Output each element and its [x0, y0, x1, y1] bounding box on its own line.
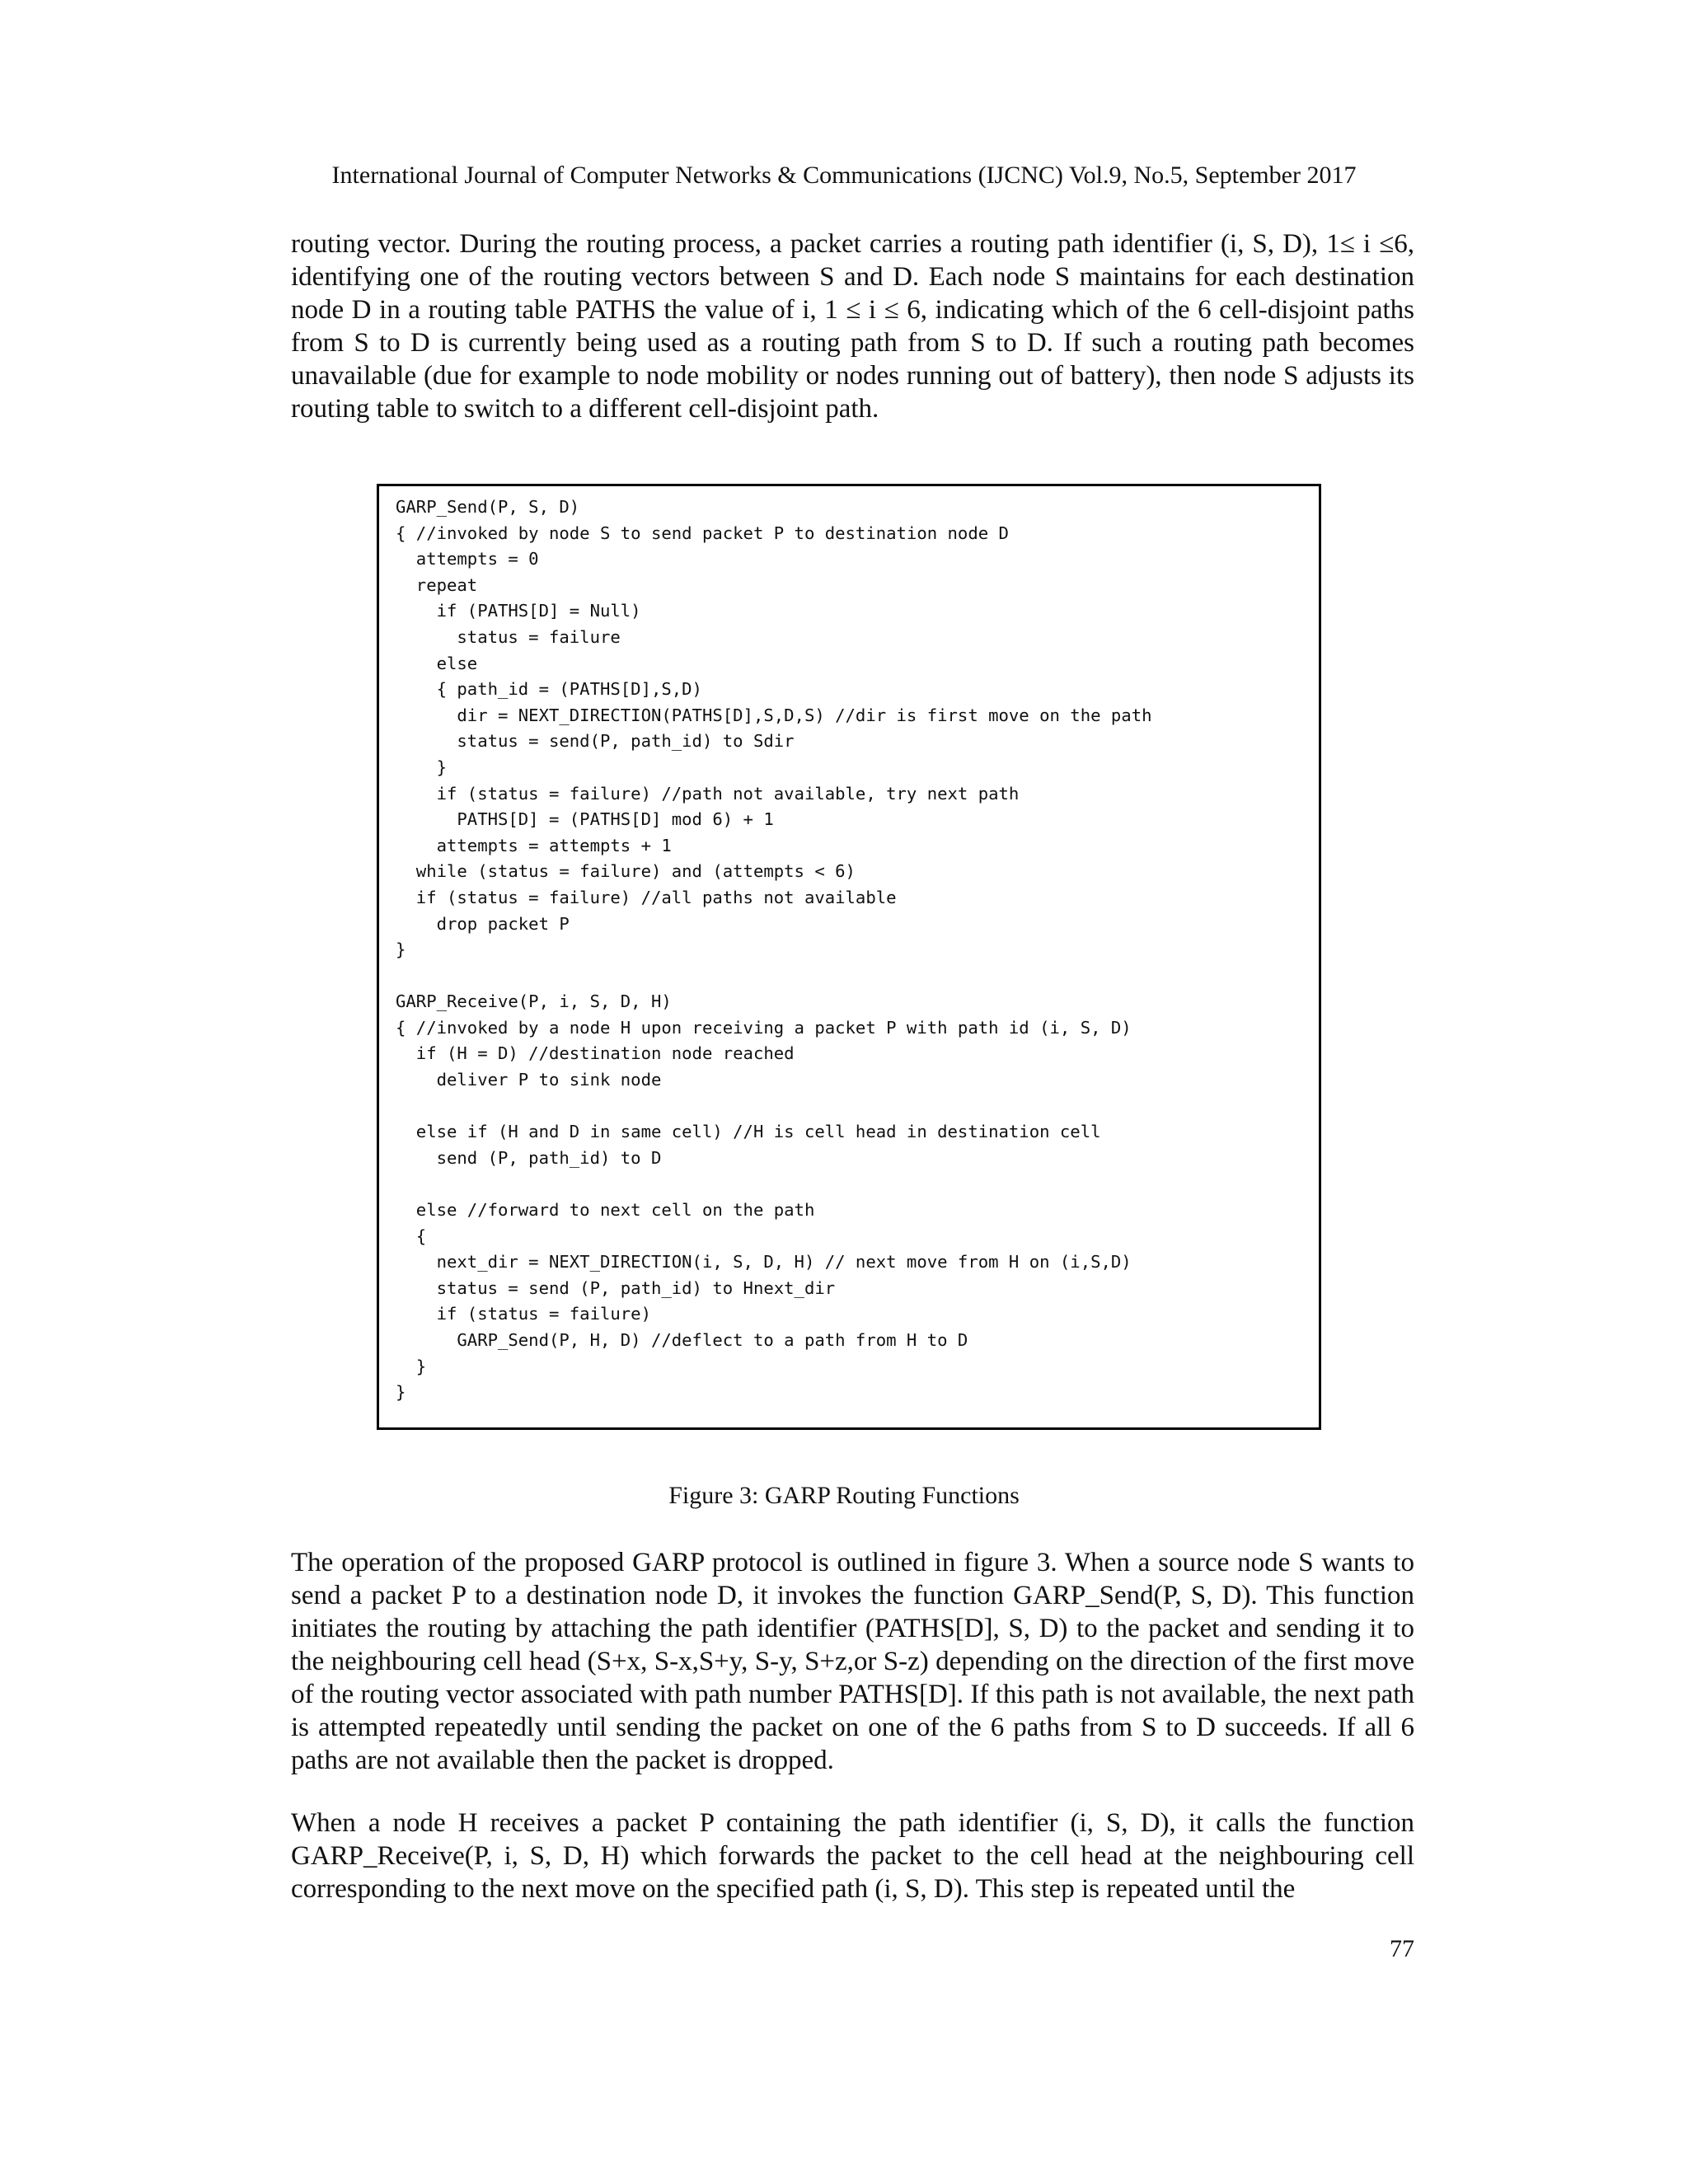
code-line: attempts = 0 [396, 549, 539, 569]
code-line: } [396, 1382, 406, 1403]
code-line: else [396, 653, 478, 673]
code-line: status = send (P, path_id) to Hnext_dir [396, 1277, 836, 1298]
code-line: if (status = failure) [396, 1304, 651, 1324]
code-line: status = failure [396, 626, 621, 647]
code-line: deliver P to sink node [396, 1070, 662, 1090]
code-line: next_dir = NEXT_DIRECTION(i, S, D, H) // next move from H on (i,S,D) [396, 1252, 1132, 1272]
code-line: while (status = failure) and (attempts < 6) [396, 861, 856, 882]
code-line: GARP_Receive(P, i, S, D, H) [396, 991, 672, 1012]
code-line: if (PATHS[D] = Null) [396, 601, 641, 621]
code-line: } [396, 757, 447, 777]
code-line: PATHS[D] = (PATHS[D] mod 6) + 1 [396, 809, 774, 830]
code-line: { path_id = (PATHS[D],S,D) [396, 679, 702, 700]
code-line: { //invoked by node S to send packet P to destination node D [396, 523, 1009, 543]
code-line: send (P, path_id) to D [396, 1147, 662, 1168]
code-line: } [396, 1356, 427, 1376]
code-line: else //forward to next cell on the path [396, 1200, 815, 1221]
figure-caption: Figure 3: GARP Routing Functions [668, 1482, 1020, 1509]
code-line: if (H = D) //destination node reached [396, 1043, 795, 1064]
code-line: if (status = failure) //all paths not available [396, 887, 897, 907]
code-line: { //invoked by a node H upon receiving a packet P with path id (i, S, D) [396, 1017, 1132, 1038]
paragraph-operation: The operation of the proposed GARP protocol is outlined in figure 3. When a source node S wants to send a packet P to a destination node D, it invokes the function GARP_Send(P, S, D). This function initiates the routing by attaching the path identifier (PATHS[D], S, D) to the packet and sending it to the neighbouring cell head (S+x, S-x,S+y, S-y, S+z,or S-z) depending on the direction of the first move of the routing vector associated with path number PATHS[D]. If this path is not available, the next path is attempted repeatedly until sending the packet on one of the 6 paths from S to D succeeds. If all 6 paths are not available then the packet is dropped. [291, 1548, 1414, 1775]
code-line: drop packet P [396, 913, 570, 934]
code-line: GARP_Send(P, S, D) [396, 497, 580, 517]
code-line: attempts = attempts + 1 [396, 835, 672, 855]
code-listing [396, 494, 1152, 1406]
code-line: dir = NEXT_DIRECTION(PATHS[D],S,D,S) //dir is first move on the path [396, 705, 1152, 725]
code-line: { [396, 1226, 427, 1246]
journal-header: International Journal of Computer Networks & Communications (IJCNC) Vol.9, No.5, September 2017 [331, 162, 1357, 189]
code-line: repeat [396, 574, 478, 595]
code-line: } [396, 940, 406, 960]
paragraph-routing-vector: routing vector. During the routing process, a packet carries a routing path identifier (i, S, D), 1≤ i ≤6, identifying one of the routing vectors between S and D. Each node S maintains for each destination node D in a routing table PATHS the value of i, 1 ≤ i ≤ 6, indicating which of the 6 cell-disjoint paths from S to D is currently being used as a routing path from S to D. If such a routing path becomes unavailable (due for example to node mobility or nodes running out of battery), then node S adjusts its routing table to switch to a different cell-disjoint path. [291, 229, 1414, 424]
page-number: 77 [1390, 1935, 1414, 1962]
figure-3-code-box [377, 484, 1321, 1430]
code-line: if (status = failure) //path not available, try next path [396, 783, 1020, 804]
code-line: status = send(P, path_id) to Sdir [396, 731, 795, 752]
paragraph-receive: When a node H receives a packet P containing the path identifier (i, S, D), it calls the function GARP_Receive(P, i, S, D, H) which forwards the packet to the cell head at the neighbouring cell corresponding to the next move on the specified path (i, S, D). This step is repeated until the [291, 1808, 1414, 1904]
code-line: else if (H and D in same cell) //H is cell head in destination cell [396, 1122, 1101, 1142]
code-line: GARP_Send(P, H, D) //deflect to a path from H to D [396, 1330, 968, 1350]
